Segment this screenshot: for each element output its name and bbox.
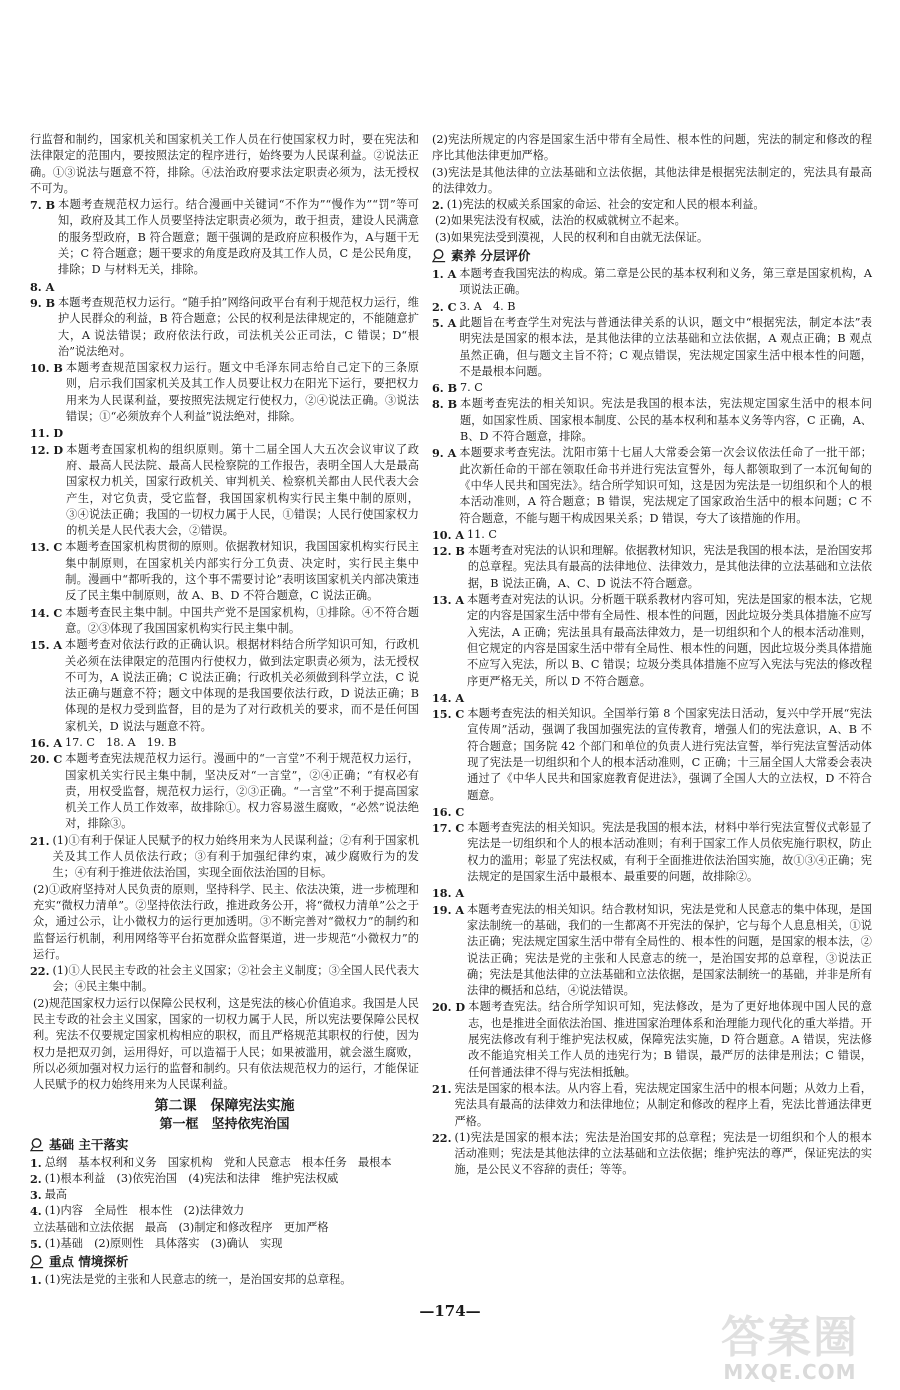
answer-item — [30, 1272, 419, 1288]
answer-text: (1)根本利益 (3)依宪治国 (4)宪法和法律 维护宪法权威 — [44, 1171, 339, 1185]
answer-item — [432, 197, 872, 213]
answer-item — [432, 885, 872, 901]
answer-item — [432, 299, 872, 315]
answer-number: 12. D — [30, 442, 64, 457]
watermark-url: MXQE.COM — [723, 1360, 857, 1384]
answer-item — [432, 804, 872, 820]
answer-number: 21. — [432, 1081, 452, 1096]
answer-item — [30, 1236, 419, 1252]
answer-text: (2)如果宪法没有权威，法治的权威就树立不起来。 — [435, 214, 686, 228]
answer-number: 14. A — [432, 690, 465, 705]
answer-number: 2. — [30, 1171, 42, 1186]
section-header-evaluation — [432, 247, 872, 264]
answer-text: 11. C — [467, 527, 497, 541]
answer-number: 2. — [432, 198, 444, 213]
left-intro: 行监督和制约，国家机关和国家机关工作人员在行使国家权力时，要在宪法和法律限定的范围内，要按照法定的程序进行，始终要为人民谋利益。②说法正确。①③说法与题意不符，排除。④法治政府要求法定职责必须为，法无授权不可为。 — [30, 133, 419, 195]
answer-item — [432, 315, 872, 380]
section-header-focus — [30, 1253, 419, 1270]
answer-text — [57, 279, 419, 295]
answer-number: 17. C — [432, 821, 465, 836]
answer-item — [30, 735, 419, 751]
answer-item — [432, 1081, 872, 1130]
answer-text: 本题考查宪法的相关知识。结合教材知识，宪法是党和人民意志的集中体现，是国家法制统一的基础，我们的一生都离不开宪法的保护，它与每个人息息相关，①说法正确；宪法规定国家生活中带有全局性的、根本性的问题，是国家的根本法，②说法正确；宪法是党的主张和人民意志的统一，是治国安邦的总章程，③说法正确；宪法是其他法律的立法基础和立法依据，是国家法制统一的基础，并非是所有法律的概括和总结，④说法错误。 — [467, 902, 872, 998]
answer-item — [30, 605, 419, 638]
answer-number: 7. B — [30, 198, 56, 213]
answer-number: 20. D — [432, 1000, 466, 1015]
answer-number: 1. — [30, 1273, 42, 1288]
answer-text: 最高 — [44, 1188, 68, 1202]
answer-text: 立法基础和立法依据 最高 (3)制定和修改程序 更加严格 — [33, 1220, 329, 1234]
answer-text: 本题要求考查宪法。沈阳市第十七届人大常委会第一次会议依法任命了一批干部；此次新任命的干部在领取任命书并进行宪法宣誓外，每人都领取到了一本沉甸甸的《中华人民共和国宪法》。结合所学知识可知，这是因为宪法是一切组织和个人的根本活动准则，A 符合题意；B 错误，宪法规定了国家政治生活中的根本问题；C 不符合题意，不能与题干构成因果关系；D 错误，夸大了该措施的作用。 — [459, 446, 872, 525]
answer-item — [432, 1130, 872, 1179]
answer-item — [30, 360, 419, 425]
answer-text: 此题旨在考查学生对宪法与普通法律关系的认识，题文中“根据宪法，制定本法”表明宪法是国家的根本法，是其他法律的立法基础和立法依据，A 观点正确；B 观点虽然正确，但与题文主旨不符；C 观点错误，宪法规定国家生活中根本性的问题，不是最根本问题。 — [459, 315, 872, 378]
answer-text: 本题考查国家机构贯彻的原则。依据教材知识，我国国家机构实行民主集中制原则，在国家机关内部实行分工负责、决定时，实行民主集中制。漫画中“都听我的，这个事不需要讨论”表明该国家机关内部决策违反了民主集中制原则，故 A、B、D 不符合题意，C 说法正确。 — [65, 540, 419, 603]
answer-item — [432, 213, 872, 229]
page-number: —174— — [419, 1302, 481, 1320]
answer-number: 20. C — [30, 752, 63, 767]
left-answer-list — [30, 197, 419, 1093]
answer-number: 13. C — [30, 540, 63, 555]
answer-number: 16. C — [432, 804, 465, 819]
answer-text — [467, 885, 872, 901]
answer-number: 9. A — [432, 446, 457, 461]
answer-text: 宪法是国家的根本法。从内容上看，宪法规定国家生活中的根本问题；从效力上看，宪法具有最高的法律效力和法律地位；从制定和修改的程序上看，宪法比普通法律更严格。 — [454, 1081, 872, 1128]
answer-number: 9. B — [30, 295, 56, 310]
answer-text — [66, 425, 419, 441]
answer-number: 12. B — [432, 544, 465, 559]
answer-number: 19. A — [432, 902, 465, 917]
answer-text: (3)如果宪法受到漠视，人民的权利和自由就无法保证。 — [435, 230, 709, 244]
answer-text: 本题考查规范权力运行。“随手拍”网络问政平台有利于规范权力运行，维护人民群众的利益，B 符合题意；公民的权利是法律规定的，不能随意扩大，A 说法错误；政府依法行政，司法机关公正司法，C 错误；D“根治”说法绝对。 — [58, 295, 419, 358]
answer-item — [30, 833, 419, 882]
answer-item — [30, 882, 419, 963]
answer-text: (1)宪法是国家的根本法；宪法是治国安邦的总章程；宪法是一切组织和个人的根本活动准则；宪法是其他法律的立法基础和立法依据；维护宪法的尊严，保证宪法的实施，是公民义不容辞的责任；等等。 — [454, 1130, 872, 1177]
section-title: 素养 分层评价 — [451, 248, 531, 264]
answer-number: 18. A — [432, 886, 465, 901]
answer-text: 本题考查宪法规范权力运行。漫画中的“一言堂”不利于规范权力运行，国家机关实行民主集中制，坚决反对“一言堂”，②④正确；“有权必有责，用权受监督，规范权力运行，②③正确。“一言堂”不利于提高国家机关工作人员工作效率，故排除①。权力容易滋生腐败，“必然”说法绝对，排除③。 — [65, 752, 419, 831]
answer-text: 本题考查宪法的相关知识。全国举行第 8 个国家宪法日活动，复兴中学开展“宪法宣传周”活动，强调了我国加强宪法的宣传教育，增强人们的宪法意识，A、B 不符合题意；国务院 42 个部门和单位的负责人进行宪法宣誓，举行宪法宣誓活动体现了宪法是一切组织和个人的根本活动准则，C 正确；十三届全国人大常委会表决通过了《中华人民共和国家庭教育促进法》，强调了全国人大的立法权，D 不符合题意。 — [467, 707, 872, 802]
answer-number: 13. A — [432, 593, 465, 608]
right-answer-list — [432, 266, 872, 1179]
answer-item — [30, 197, 419, 278]
answer-number: 21. — [30, 833, 50, 848]
watermark-logo-text: 答案圈 — [721, 1312, 859, 1363]
answer-item — [432, 820, 872, 885]
answer-text: 本题考查宪法的相关知识。宪法是我国的根本法，宪法规定国家生活中的根本问题，如国家性质、国家根本制度、公民的基本权利和基本义务等内容，C 正确，A、B、D 不符合题意，排除。 — [460, 397, 872, 444]
answer-item — [432, 380, 872, 396]
answer-item — [432, 266, 872, 299]
right-lead-list — [432, 197, 872, 246]
answer-number: 8. A — [30, 279, 55, 294]
answer-item — [30, 996, 419, 1094]
section-title: 基础 主干落实 — [49, 1136, 129, 1152]
answer-text: 7. C — [460, 381, 483, 395]
basics-answer-list — [30, 1155, 419, 1253]
answer-text: 3. A 4. B — [459, 299, 516, 313]
answer-item — [432, 592, 872, 690]
answer-number: 22. — [432, 1130, 452, 1145]
left-column — [30, 132, 419, 1289]
answer-text: 本题考查对宪法的认识。分析题干联系教材内容可知，宪法是国家的根本法，它规定的内容是国家生活中带有全局性、根本性的问题，因此垃圾分类具体措施不应写入宪法，A 正确；宪法虽具有最高法律效力，是一切组织和个人的根本活动准则，但它规定的内容是国家生活中带有全局性、根本性的问题，因此垃圾分类具体措施不应写入宪法，所以 B、C 错误；垃圾分类具体措施不应写入宪法与宪法的修改程序更严格无关，所以 D 不符合题意。 — [467, 593, 872, 688]
answer-text: (1)①人民民主专政的社会主义国家；②社会主义制度；③全国人民代表大会；④民主集中制。 — [52, 964, 419, 994]
answer-item — [30, 539, 419, 604]
answer-item — [30, 963, 419, 996]
answer-number: 16. A — [30, 735, 63, 750]
answer-text: 本题考查对依法行政的正确认识。根据材料结合所学知识可知，行政机关必须在法律限定的范围内行使权力，做到法定职责必须为，法无授权不可为，A 说法正确；C 说法正确；行政机关必须做到科学立法，C 说法正确与题意不符；题文中体现的是我国要依法行政，D 说法正确；B 体现的是权力受到监督，目的是为了对行政机关的要求，而不是任何国家机关，D 说法与题意不符。 — [65, 638, 419, 733]
answer-text: (2)规范国家权力运行以保障公民权利，这是宪法的核心价值追求。我国是人民民主专政的社会主义国家，国家的一切权力属于人民，所以宪法要保障公民权利。宪法不仅要规定国家机构相应的职权，而且严格规范其职权的行使，因为权力是把双刃剑，运用得好，可以造福于人民；如果被滥用，就会滋生腐败，所以必须加强对权力运行的监督和制约。只有依法规范权力的运行，才能保证人民赋予的权力始终用来为人民谋利益。 — [33, 996, 419, 1092]
answer-number: 1. — [30, 1155, 42, 1170]
answer-number: 11. D — [30, 426, 64, 441]
answer-item — [30, 1220, 419, 1236]
right-column — [432, 132, 872, 1179]
answer-item — [432, 999, 872, 1080]
answer-text: 本题考查对宪法的认识和理解。依据教材知识，宪法是我国的根本法，是治国安邦的总章程。宪法具有最高的法律地位、法律效力，是其他法律的立法基础和立法依据，B 说法正确，A、C、D 说法不符合题意。 — [467, 544, 872, 590]
lesson-subtitle: 第一框 坚持依宪治国 — [159, 1116, 290, 1132]
answer-text: (1)基础 (2)原则性 具体落实 (3)确认 实现 — [44, 1237, 283, 1250]
answer-item — [30, 279, 419, 295]
watermark-logo — [690, 1312, 890, 1384]
right-lead-paragraph: (3)宪法是其他法律的立法基础和立法依据，其他法律是根据宪法制定的，宪法具有最高的法律效力。 — [432, 165, 872, 195]
answer-text: (1)宪法的权威关系国家的命运、社会的安定和人民的根本利益。 — [446, 198, 765, 212]
answer-item — [432, 230, 872, 246]
answer-text: (2)①政府坚持对人民负责的原则，坚持科学、民主、依法决策，进一步梳理和充实“微权力清单”。②坚持依法行政，推进政务公开，将“微权力清单”公之于众，通过公示，让小微权力的运行更加透明。③不断完善对“微权力”的制约和监督运行机制，利用网络等平台拓宽群众监督渠道，进一步规范“小微权力”的运行。 — [33, 882, 419, 961]
answer-item — [30, 637, 419, 735]
answer-text: 本题考查民主集中制。中国共产党不是国家机构，①排除。④不符合题意。②③体现了我国国家机构实行民主集中制。 — [65, 605, 419, 635]
answer-number: 3. — [30, 1188, 42, 1203]
answer-item — [30, 442, 419, 540]
magnifier-icon — [432, 248, 447, 263]
section-title: 重点 情境探析 — [49, 1254, 129, 1270]
answer-text: 17. C 18. A 19. B — [65, 735, 177, 749]
answer-item — [30, 1187, 419, 1203]
answer-text: (1)宪法是党的主张和人民意志的统一，是治国安邦的总章程。 — [44, 1273, 352, 1287]
answer-number: 6. B — [432, 381, 458, 396]
answer-number: 8. B — [432, 397, 458, 412]
answer-text: 本题考查宪法。结合所学知识可知，宪法修改，是为了更好地体现中国人民的意志，也是推进全面依法治国、推进国家治理体系和治理能力现代化的重大举措。开展宪法修改有利于维护宪法权威，保障宪法实施，D 符合题意。A 错误，宪法修改不能追究相关工作人员的违宪行为；B 错误，最严厉的法律是刑法；C 错误，任何普通法律不得与宪法相抵触。 — [468, 1000, 872, 1079]
answer-number: 10. A — [432, 527, 465, 542]
answer-number: 14. C — [30, 605, 63, 620]
answer-text: 本题考查规范权力运行。结合漫画中关键词“不作为”“慢作为”“罚”等可知，政府及其工作人员要坚持法定职责必须为，敢于担责，建设人民满意的服务型政府，B 符合题意；题干强调的是政府应积极作为，A与题干无关；C 符合题意；题干要求的角度是政府及其工作人员，C 是公民角度，排除；D 与材料无关，排除。 — [58, 198, 419, 277]
answer-text: 本题考查国家机构的组织原则。第十二届全国人大五次会议审议了政府、最高人民法院、最高人民检察院的工作报告，表明全国人大是最高国家权力机关，国家行政机关、审判机关、检察机关都由人民代表大会产生，对它负责，受它监督，我国国家机构实行民主集中制的原则，③④说法正确；我国的一切权力属于人民，①错误；人民行使国家权力的机关是人民代表大会，②错误。 — [66, 442, 419, 538]
answer-item — [432, 902, 872, 1000]
answer-text: 本题考查宪法的相关知识。宪法是我国的根本法，材料中举行宪法宣誓仪式彰显了宪法是一切组织和个人的根本活动准则；有利于国家工作人员依宪施行职权，防止权力的滥用；彰显了宪法权威，有利于全面推进依法治国实施，故①③④正确；宪法规定的是国家生活中最根本、最重要的问题，故排除②。 — [467, 821, 872, 884]
answer-text: 本题考查规范国家权力运行。题文中毛泽东同志给自己定下的三条原则，启示我们国家机关及其工作人员要让权力在阳光下运行，要把权力用来为人民谋利益，要按照宪法规定行使权力，②④说法正确。③说法错误；①“必须放弃个人利益”说法绝对，排除。 — [65, 361, 419, 424]
answer-text: (1)内容 全局性 根本性 (2)法律效力 — [44, 1204, 245, 1218]
section-header-basics — [30, 1136, 419, 1153]
focus-answer-list — [30, 1272, 419, 1288]
magnifier-icon — [30, 1254, 45, 1269]
answer-text: 本题考查我国宪法的构成。第二章是公民的基本权利和义务，第三章是国家机构，A 项说法正确。 — [459, 267, 872, 297]
answer-number: 5. — [30, 1237, 42, 1251]
lesson-title: 第二课 保障宪法实施 — [154, 1097, 295, 1114]
answer-number: 22. — [30, 964, 50, 979]
answer-number: 10. B — [30, 361, 63, 376]
answer-number: 5. A — [432, 315, 457, 330]
answer-text — [467, 690, 872, 706]
answer-text: (1)①有利于保证人民赋予的权力始终用来为人民谋利益；②有利于国家机关及其工作人员依法行政；③有利于加强纪律约束，减少腐败行为的发生；④有利于推进依法治国，实现全面依法治国的目标。 — [52, 833, 419, 880]
answer-number: 4. — [30, 1204, 42, 1219]
answer-item — [30, 295, 419, 360]
answer-item — [30, 751, 419, 832]
answer-item — [30, 1171, 419, 1187]
answer-number: 2. C — [432, 299, 457, 314]
answer-item — [432, 396, 872, 445]
answer-item — [432, 706, 872, 804]
answer-item — [432, 543, 872, 592]
answer-text: 总纲 基本权利和义务 国家机构 党和人民意志 根本任务 最根本 — [44, 1155, 392, 1169]
answer-text — [467, 804, 872, 820]
answer-number: 15. C — [432, 707, 465, 722]
answer-item — [432, 445, 872, 526]
answer-item — [432, 527, 872, 543]
answer-item — [30, 1155, 419, 1171]
answer-number: 15. A — [30, 638, 63, 653]
magnifier-icon — [30, 1137, 45, 1152]
answer-number: 1. A — [432, 267, 457, 282]
answer-item — [30, 1203, 419, 1219]
right-lead-paragraph: (2)宪法所规定的内容是国家生活中带有全局性、根本性的问题，宪法的制定和修改的程序比其他法律更加严格。 — [432, 133, 872, 163]
answer-item — [30, 425, 419, 441]
answer-item — [432, 690, 872, 706]
